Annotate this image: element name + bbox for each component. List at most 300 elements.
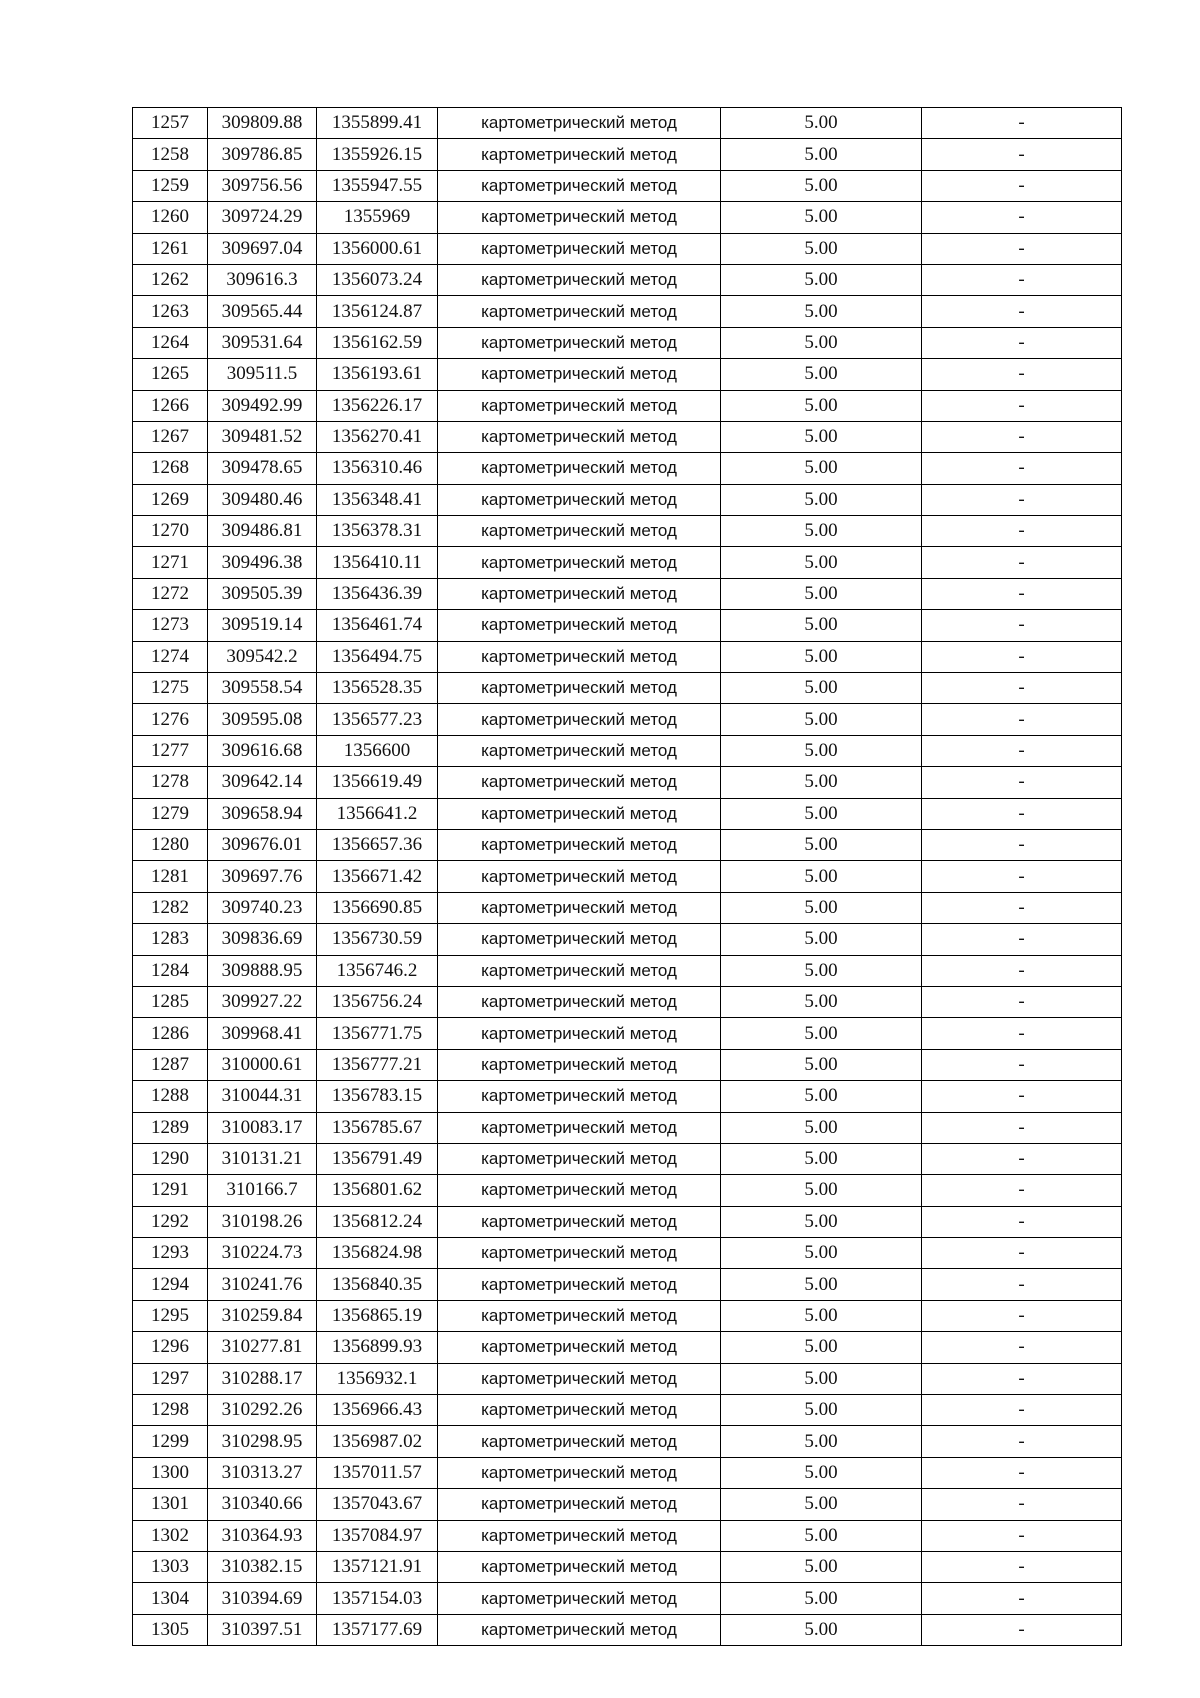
description-cell: - <box>922 578 1122 609</box>
method-cell: картометрический метод <box>438 108 721 139</box>
table-row <box>133 359 1122 390</box>
x-coordinate-cell: 309595.08 <box>208 704 317 735</box>
accuracy-cell: 5.00 <box>721 578 922 609</box>
table-row <box>133 139 1122 170</box>
description-cell: - <box>922 233 1122 264</box>
method-cell: картометрический метод <box>438 1363 721 1394</box>
method-cell: картометрический метод <box>438 1583 721 1614</box>
x-coordinate-cell: 309836.69 <box>208 924 317 955</box>
point-number-cell: 1275 <box>133 673 208 704</box>
coordinates-table <box>132 107 1122 1646</box>
table-row <box>133 610 1122 641</box>
y-coordinate-cell: 1356657.36 <box>317 829 438 860</box>
y-coordinate-cell: 1356840.35 <box>317 1269 438 1300</box>
method-cell: картометрический метод <box>438 327 721 358</box>
x-coordinate-cell: 310198.26 <box>208 1206 317 1237</box>
point-number-cell: 1280 <box>133 829 208 860</box>
accuracy-cell: 5.00 <box>721 1457 922 1488</box>
table-body <box>133 108 1122 1646</box>
point-number-cell: 1296 <box>133 1332 208 1363</box>
x-coordinate-cell: 309658.94 <box>208 798 317 829</box>
accuracy-cell: 5.00 <box>721 296 922 327</box>
table-row <box>133 1520 1122 1551</box>
y-coordinate-cell: 1356619.49 <box>317 767 438 798</box>
accuracy-cell: 5.00 <box>721 327 922 358</box>
method-cell: картометрический метод <box>438 1551 721 1582</box>
x-coordinate-cell: 309565.44 <box>208 296 317 327</box>
accuracy-cell: 5.00 <box>721 767 922 798</box>
table-row <box>133 233 1122 264</box>
x-coordinate-cell: 309809.88 <box>208 108 317 139</box>
table-row <box>133 1551 1122 1582</box>
accuracy-cell: 5.00 <box>721 1269 922 1300</box>
method-cell: картометрический метод <box>438 735 721 766</box>
method-cell: картометрический метод <box>438 547 721 578</box>
point-number-cell: 1269 <box>133 484 208 515</box>
description-cell: - <box>922 1457 1122 1488</box>
table-row <box>133 547 1122 578</box>
x-coordinate-cell: 309496.38 <box>208 547 317 578</box>
method-cell: картометрический метод <box>438 955 721 986</box>
y-coordinate-cell: 1356310.46 <box>317 453 438 484</box>
y-coordinate-cell: 1356124.87 <box>317 296 438 327</box>
y-coordinate-cell: 1356193.61 <box>317 359 438 390</box>
table-row <box>133 704 1122 735</box>
method-cell: картометрический метод <box>438 139 721 170</box>
description-cell: - <box>922 484 1122 515</box>
x-coordinate-cell: 310382.15 <box>208 1551 317 1582</box>
method-cell: картометрический метод <box>438 1269 721 1300</box>
x-coordinate-cell: 309697.76 <box>208 861 317 892</box>
point-number-cell: 1295 <box>133 1300 208 1331</box>
accuracy-cell: 5.00 <box>721 1363 922 1394</box>
method-cell: картометрический метод <box>438 924 721 955</box>
x-coordinate-cell: 309927.22 <box>208 986 317 1017</box>
accuracy-cell: 5.00 <box>721 610 922 641</box>
point-number-cell: 1304 <box>133 1583 208 1614</box>
y-coordinate-cell: 1356162.59 <box>317 327 438 358</box>
point-number-cell: 1271 <box>133 547 208 578</box>
point-number-cell: 1257 <box>133 108 208 139</box>
y-coordinate-cell: 1357177.69 <box>317 1614 438 1645</box>
accuracy-cell: 5.00 <box>721 1143 922 1174</box>
description-cell: - <box>922 453 1122 484</box>
description-cell: - <box>922 1143 1122 1174</box>
x-coordinate-cell: 310298.95 <box>208 1426 317 1457</box>
accuracy-cell: 5.00 <box>721 1426 922 1457</box>
y-coordinate-cell: 1356865.19 <box>317 1300 438 1331</box>
table-row <box>133 516 1122 547</box>
description-cell: - <box>922 421 1122 452</box>
table-row <box>133 296 1122 327</box>
method-cell: картометрический метод <box>438 1206 721 1237</box>
description-cell: - <box>922 1049 1122 1080</box>
table-row <box>133 1332 1122 1363</box>
description-cell: - <box>922 202 1122 233</box>
method-cell: картометрический метод <box>438 798 721 829</box>
method-cell: картометрический метод <box>438 233 721 264</box>
x-coordinate-cell: 310000.61 <box>208 1049 317 1080</box>
point-number-cell: 1291 <box>133 1175 208 1206</box>
method-cell: картометрический метод <box>438 892 721 923</box>
accuracy-cell: 5.00 <box>721 1332 922 1363</box>
y-coordinate-cell: 1356791.49 <box>317 1143 438 1174</box>
accuracy-cell: 5.00 <box>721 1175 922 1206</box>
method-cell: картометрический метод <box>438 296 721 327</box>
accuracy-cell: 5.00 <box>721 1238 922 1269</box>
x-coordinate-cell: 309616.3 <box>208 264 317 295</box>
y-coordinate-cell: 1356777.21 <box>317 1049 438 1080</box>
accuracy-cell: 5.00 <box>721 1300 922 1331</box>
point-number-cell: 1270 <box>133 516 208 547</box>
method-cell: картометрический метод <box>438 202 721 233</box>
y-coordinate-cell: 1357121.91 <box>317 1551 438 1582</box>
description-cell: - <box>922 798 1122 829</box>
accuracy-cell: 5.00 <box>721 641 922 672</box>
y-coordinate-cell: 1356671.42 <box>317 861 438 892</box>
y-coordinate-cell: 1356783.15 <box>317 1081 438 1112</box>
table-row <box>133 453 1122 484</box>
method-cell: картометрический метод <box>438 453 721 484</box>
y-coordinate-cell: 1356746.2 <box>317 955 438 986</box>
accuracy-cell: 5.00 <box>721 390 922 421</box>
table-row <box>133 1206 1122 1237</box>
x-coordinate-cell: 309642.14 <box>208 767 317 798</box>
y-coordinate-cell: 1356824.98 <box>317 1238 438 1269</box>
y-coordinate-cell: 1356899.93 <box>317 1332 438 1363</box>
description-cell: - <box>922 955 1122 986</box>
y-coordinate-cell: 1356812.24 <box>317 1206 438 1237</box>
method-cell: картометрический метод <box>438 1081 721 1112</box>
table-row <box>133 924 1122 955</box>
method-cell: картометрический метод <box>438 767 721 798</box>
table-row <box>133 578 1122 609</box>
x-coordinate-cell: 309531.64 <box>208 327 317 358</box>
accuracy-cell: 5.00 <box>721 673 922 704</box>
table-row <box>133 1395 1122 1426</box>
x-coordinate-cell: 309492.99 <box>208 390 317 421</box>
x-coordinate-cell: 309786.85 <box>208 139 317 170</box>
accuracy-cell: 5.00 <box>721 516 922 547</box>
y-coordinate-cell: 1357043.67 <box>317 1489 438 1520</box>
method-cell: картометрический метод <box>438 1238 721 1269</box>
accuracy-cell: 5.00 <box>721 955 922 986</box>
method-cell: картометрический метод <box>438 1018 721 1049</box>
method-cell: картометрический метод <box>438 641 721 672</box>
x-coordinate-cell: 309676.01 <box>208 829 317 860</box>
table-row <box>133 1457 1122 1488</box>
y-coordinate-cell: 1356461.74 <box>317 610 438 641</box>
point-number-cell: 1282 <box>133 892 208 923</box>
point-number-cell: 1303 <box>133 1551 208 1582</box>
description-cell: - <box>922 108 1122 139</box>
point-number-cell: 1292 <box>133 1206 208 1237</box>
method-cell: картометрический метод <box>438 359 721 390</box>
point-number-cell: 1300 <box>133 1457 208 1488</box>
table-row <box>133 1426 1122 1457</box>
y-coordinate-cell: 1356641.2 <box>317 798 438 829</box>
x-coordinate-cell: 309481.52 <box>208 421 317 452</box>
accuracy-cell: 5.00 <box>721 264 922 295</box>
description-cell: - <box>922 829 1122 860</box>
table-row <box>133 108 1122 139</box>
table-row <box>133 892 1122 923</box>
y-coordinate-cell: 1356226.17 <box>317 390 438 421</box>
description-cell: - <box>922 673 1122 704</box>
y-coordinate-cell: 1355926.15 <box>317 139 438 170</box>
method-cell: картометрический метод <box>438 673 721 704</box>
description-cell: - <box>922 1520 1122 1551</box>
method-cell: картометрический метод <box>438 1143 721 1174</box>
x-coordinate-cell: 309542.2 <box>208 641 317 672</box>
y-coordinate-cell: 1356073.24 <box>317 264 438 295</box>
method-cell: картометрический метод <box>438 986 721 1017</box>
method-cell: картометрический метод <box>438 390 721 421</box>
y-coordinate-cell: 1356348.41 <box>317 484 438 515</box>
table-row <box>133 1143 1122 1174</box>
accuracy-cell: 5.00 <box>721 484 922 515</box>
description-cell: - <box>922 1269 1122 1300</box>
method-cell: картометрический метод <box>438 1049 721 1080</box>
accuracy-cell: 5.00 <box>721 170 922 201</box>
description-cell: - <box>922 359 1122 390</box>
description-cell: - <box>922 1583 1122 1614</box>
y-coordinate-cell: 1356756.24 <box>317 986 438 1017</box>
table-row <box>133 673 1122 704</box>
point-number-cell: 1272 <box>133 578 208 609</box>
accuracy-cell: 5.00 <box>721 1583 922 1614</box>
table-row <box>133 1614 1122 1645</box>
table-row <box>133 1018 1122 1049</box>
description-cell: - <box>922 1238 1122 1269</box>
x-coordinate-cell: 309697.04 <box>208 233 317 264</box>
accuracy-cell: 5.00 <box>721 704 922 735</box>
description-cell: - <box>922 1363 1122 1394</box>
method-cell: картометрический метод <box>438 1614 721 1645</box>
table-row <box>133 986 1122 1017</box>
accuracy-cell: 5.00 <box>721 1081 922 1112</box>
x-coordinate-cell: 310394.69 <box>208 1583 317 1614</box>
point-number-cell: 1266 <box>133 390 208 421</box>
description-cell: - <box>922 1112 1122 1143</box>
method-cell: картометрический метод <box>438 264 721 295</box>
accuracy-cell: 5.00 <box>721 108 922 139</box>
point-number-cell: 1297 <box>133 1363 208 1394</box>
x-coordinate-cell: 310131.21 <box>208 1143 317 1174</box>
table-row <box>133 264 1122 295</box>
table-row <box>133 1300 1122 1331</box>
x-coordinate-cell: 309756.56 <box>208 170 317 201</box>
x-coordinate-cell: 309511.5 <box>208 359 317 390</box>
x-coordinate-cell: 310259.84 <box>208 1300 317 1331</box>
point-number-cell: 1262 <box>133 264 208 295</box>
point-number-cell: 1264 <box>133 327 208 358</box>
point-number-cell: 1289 <box>133 1112 208 1143</box>
table-row <box>133 1269 1122 1300</box>
x-coordinate-cell: 310224.73 <box>208 1238 317 1269</box>
table-row <box>133 767 1122 798</box>
x-coordinate-cell: 310397.51 <box>208 1614 317 1645</box>
point-number-cell: 1260 <box>133 202 208 233</box>
description-cell: - <box>922 296 1122 327</box>
point-number-cell: 1268 <box>133 453 208 484</box>
accuracy-cell: 5.00 <box>721 1489 922 1520</box>
x-coordinate-cell: 310044.31 <box>208 1081 317 1112</box>
y-coordinate-cell: 1356730.59 <box>317 924 438 955</box>
description-cell: - <box>922 390 1122 421</box>
x-coordinate-cell: 309740.23 <box>208 892 317 923</box>
accuracy-cell: 5.00 <box>721 1018 922 1049</box>
point-number-cell: 1259 <box>133 170 208 201</box>
point-number-cell: 1302 <box>133 1520 208 1551</box>
y-coordinate-cell: 1356932.1 <box>317 1363 438 1394</box>
point-number-cell: 1284 <box>133 955 208 986</box>
description-cell: - <box>922 861 1122 892</box>
description-cell: - <box>922 170 1122 201</box>
description-cell: - <box>922 264 1122 295</box>
method-cell: картометрический метод <box>438 1489 721 1520</box>
description-cell: - <box>922 892 1122 923</box>
accuracy-cell: 5.00 <box>721 892 922 923</box>
y-coordinate-cell: 1356436.39 <box>317 578 438 609</box>
x-coordinate-cell: 310292.26 <box>208 1395 317 1426</box>
x-coordinate-cell: 310166.7 <box>208 1175 317 1206</box>
x-coordinate-cell: 309480.46 <box>208 484 317 515</box>
table-row <box>133 1583 1122 1614</box>
x-coordinate-cell: 309558.54 <box>208 673 317 704</box>
y-coordinate-cell: 1356000.61 <box>317 233 438 264</box>
table-row <box>133 1081 1122 1112</box>
description-cell: - <box>922 1551 1122 1582</box>
y-coordinate-cell: 1355947.55 <box>317 170 438 201</box>
point-number-cell: 1286 <box>133 1018 208 1049</box>
accuracy-cell: 5.00 <box>721 139 922 170</box>
accuracy-cell: 5.00 <box>721 1112 922 1143</box>
table-row <box>133 955 1122 986</box>
x-coordinate-cell: 309478.65 <box>208 453 317 484</box>
x-coordinate-cell: 309968.41 <box>208 1018 317 1049</box>
method-cell: картометрический метод <box>438 1175 721 1206</box>
x-coordinate-cell: 310277.81 <box>208 1332 317 1363</box>
method-cell: картометрический метод <box>438 484 721 515</box>
accuracy-cell: 5.00 <box>721 861 922 892</box>
method-cell: картометрический метод <box>438 1520 721 1551</box>
method-cell: картометрический метод <box>438 829 721 860</box>
method-cell: картометрический метод <box>438 1426 721 1457</box>
y-coordinate-cell: 1356801.62 <box>317 1175 438 1206</box>
description-cell: - <box>922 986 1122 1017</box>
table-row <box>133 390 1122 421</box>
accuracy-cell: 5.00 <box>721 986 922 1017</box>
method-cell: картометрический метод <box>438 861 721 892</box>
method-cell: картометрический метод <box>438 1457 721 1488</box>
description-cell: - <box>922 1206 1122 1237</box>
method-cell: картометрический метод <box>438 578 721 609</box>
accuracy-cell: 5.00 <box>721 359 922 390</box>
y-coordinate-cell: 1356600 <box>317 735 438 766</box>
accuracy-cell: 5.00 <box>721 1614 922 1645</box>
y-coordinate-cell: 1357011.57 <box>317 1457 438 1488</box>
point-number-cell: 1293 <box>133 1238 208 1269</box>
table-row <box>133 735 1122 766</box>
method-cell: картометрический метод <box>438 1300 721 1331</box>
description-cell: - <box>922 1614 1122 1645</box>
y-coordinate-cell: 1356410.11 <box>317 547 438 578</box>
description-cell: - <box>922 327 1122 358</box>
x-coordinate-cell: 309616.68 <box>208 735 317 766</box>
x-coordinate-cell: 309724.29 <box>208 202 317 233</box>
y-coordinate-cell: 1356528.35 <box>317 673 438 704</box>
point-number-cell: 1276 <box>133 704 208 735</box>
table-row <box>133 829 1122 860</box>
description-cell: - <box>922 641 1122 672</box>
y-coordinate-cell: 1357154.03 <box>317 1583 438 1614</box>
x-coordinate-cell: 310241.76 <box>208 1269 317 1300</box>
point-number-cell: 1288 <box>133 1081 208 1112</box>
description-cell: - <box>922 1018 1122 1049</box>
accuracy-cell: 5.00 <box>721 1049 922 1080</box>
table-row <box>133 861 1122 892</box>
description-cell: - <box>922 735 1122 766</box>
method-cell: картометрический метод <box>438 1332 721 1363</box>
table-row <box>133 641 1122 672</box>
accuracy-cell: 5.00 <box>721 1520 922 1551</box>
y-coordinate-cell: 1356771.75 <box>317 1018 438 1049</box>
point-number-cell: 1278 <box>133 767 208 798</box>
table-row <box>133 1363 1122 1394</box>
description-cell: - <box>922 547 1122 578</box>
point-number-cell: 1279 <box>133 798 208 829</box>
point-number-cell: 1274 <box>133 641 208 672</box>
accuracy-cell: 5.00 <box>721 798 922 829</box>
method-cell: картометрический метод <box>438 421 721 452</box>
accuracy-cell: 5.00 <box>721 421 922 452</box>
y-coordinate-cell: 1355969 <box>317 202 438 233</box>
description-cell: - <box>922 516 1122 547</box>
accuracy-cell: 5.00 <box>721 829 922 860</box>
point-number-cell: 1258 <box>133 139 208 170</box>
x-coordinate-cell: 310288.17 <box>208 1363 317 1394</box>
x-coordinate-cell: 310083.17 <box>208 1112 317 1143</box>
y-coordinate-cell: 1356494.75 <box>317 641 438 672</box>
table-row <box>133 1112 1122 1143</box>
description-cell: - <box>922 1426 1122 1457</box>
description-cell: - <box>922 1489 1122 1520</box>
table-row <box>133 170 1122 201</box>
x-coordinate-cell: 309888.95 <box>208 955 317 986</box>
table-row <box>133 1049 1122 1080</box>
x-coordinate-cell: 309486.81 <box>208 516 317 547</box>
table-row <box>133 484 1122 515</box>
description-cell: - <box>922 610 1122 641</box>
description-cell: - <box>922 704 1122 735</box>
table-row <box>133 421 1122 452</box>
table-row <box>133 798 1122 829</box>
x-coordinate-cell: 309519.14 <box>208 610 317 641</box>
description-cell: - <box>922 924 1122 955</box>
point-number-cell: 1299 <box>133 1426 208 1457</box>
point-number-cell: 1287 <box>133 1049 208 1080</box>
point-number-cell: 1294 <box>133 1269 208 1300</box>
method-cell: картометрический метод <box>438 516 721 547</box>
description-cell: - <box>922 767 1122 798</box>
y-coordinate-cell: 1356378.31 <box>317 516 438 547</box>
y-coordinate-cell: 1356690.85 <box>317 892 438 923</box>
accuracy-cell: 5.00 <box>721 547 922 578</box>
table-row <box>133 1175 1122 1206</box>
description-cell: - <box>922 1175 1122 1206</box>
y-coordinate-cell: 1357084.97 <box>317 1520 438 1551</box>
